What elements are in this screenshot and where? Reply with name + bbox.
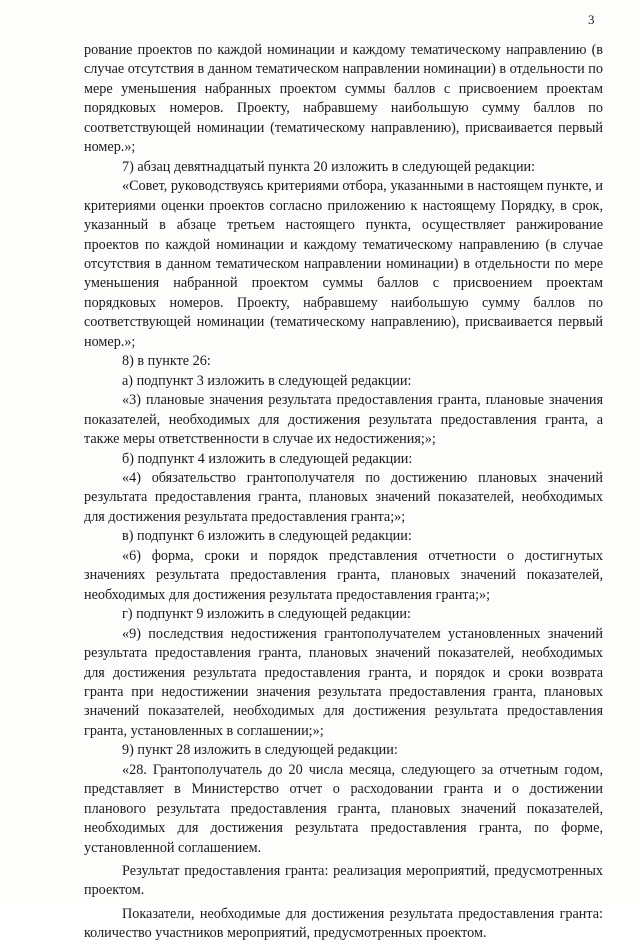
- paragraph-continuation: рование проектов по каждой номинации и каждому тематическому направлению (в случае отсутствия в данном тематическом направлении номинации) в отдельности по мере уменьшения набранных проектом суммы баллов с присвоением проектам порядковых номеров. Проекту, набравшему наибольшую сумму баллов по соответствующей номинации (тематическому направлению), присваивается первый номер.»;: [84, 42, 603, 156]
- quoted-subpoint-9: «9) последствия недостижения грантополучателем установленных значений результата предоставления гранта, плановых значений показателей, необходимых для достижения результата предоставления гранта, и порядок и сроки возврата гранта при недостижении значения результата предоставления гранта, плановых значений показателей, необходимых для достижения результата предоставления гранта, установленных в соглашении;»;: [84, 625, 603, 739]
- quoted-subpoint-6: «6) форма, сроки и порядок представления отчетности о достигнутых значениях результата предоставления гранта, плановых значений показателей, необходимых для достижения результата предоставления гранта;»;: [84, 547, 603, 603]
- subitem-v: в) подпункт 6 изложить в следующей редакции:: [122, 528, 412, 545]
- subitem-b: б) подпункт 4 изложить в следующей редакции:: [122, 450, 413, 467]
- quoted-subpoint-3: «3) плановые значения результата предоставления гранта, плановые значения показателей, необходимых для достижения результата предоставления гранта, а также меры ответственности в случае их недостижения;»;: [84, 392, 603, 448]
- quoted-point-28: «28. Грантополучатель до 20 числа месяца, следующего за отчетным годом, представляет в Министерство отчет о расходовании гранта и о достижении планового результата предоставления гранта, плановых значений показателей, необходимых для достижения результата предоставления гранта, по форме, установленной соглашением.: [84, 761, 603, 856]
- subitem-g: г) подпункт 9 изложить в следующей редакции:: [122, 606, 411, 623]
- document-body: [84, 41, 603, 944]
- amendment-item-7: 7) абзац девятнадцатый пункта 20 изложить в следующей редакции:: [122, 158, 536, 175]
- grant-result-paragraph: Результат предоставления гранта: реализация мероприятий, предусмотренных проектом.: [84, 863, 603, 899]
- quoted-paragraph-council: «Совет, руководствуясь критериями отбора, указанными в настоящем пункте, и критериями оценки проектов согласно приложению к настоящему Порядку, в срок, указанный в абзаце третьем настоящего пункта, осуществляет ранжирование проектов по каждой номинации и каждому тематическому направлению (в случае отсутствия в данном тематическом направлении номинации) в отдельности по мере уменьшения набранной проектом суммы баллов с присвоением проектам порядковых номеров. Проекту, набравшему наибольшую сумму баллов по соответствующей номинации (тематическому направлению), присваивается первый номер.»;: [84, 178, 603, 350]
- amendment-item-8: 8) в пункте 26:: [122, 353, 211, 370]
- amendment-item-9: 9) пункт 28 изложить в следующей редакции:: [122, 742, 398, 759]
- page-number: 3: [588, 12, 595, 27]
- grant-indicators-paragraph: Показатели, необходимые для достижения результата предоставления гранта: количество участников мероприятий, предусмотренных проектом.: [84, 905, 603, 942]
- quoted-subpoint-4: «4) обязательство грантополучателя по достижению плановых значений результата предоставления гранта, плановых значений показателей, необходимых для достижения результата предоставления гранта;»;: [84, 469, 603, 525]
- subitem-a: а) подпункт 3 изложить в следующей редакции:: [122, 372, 412, 389]
